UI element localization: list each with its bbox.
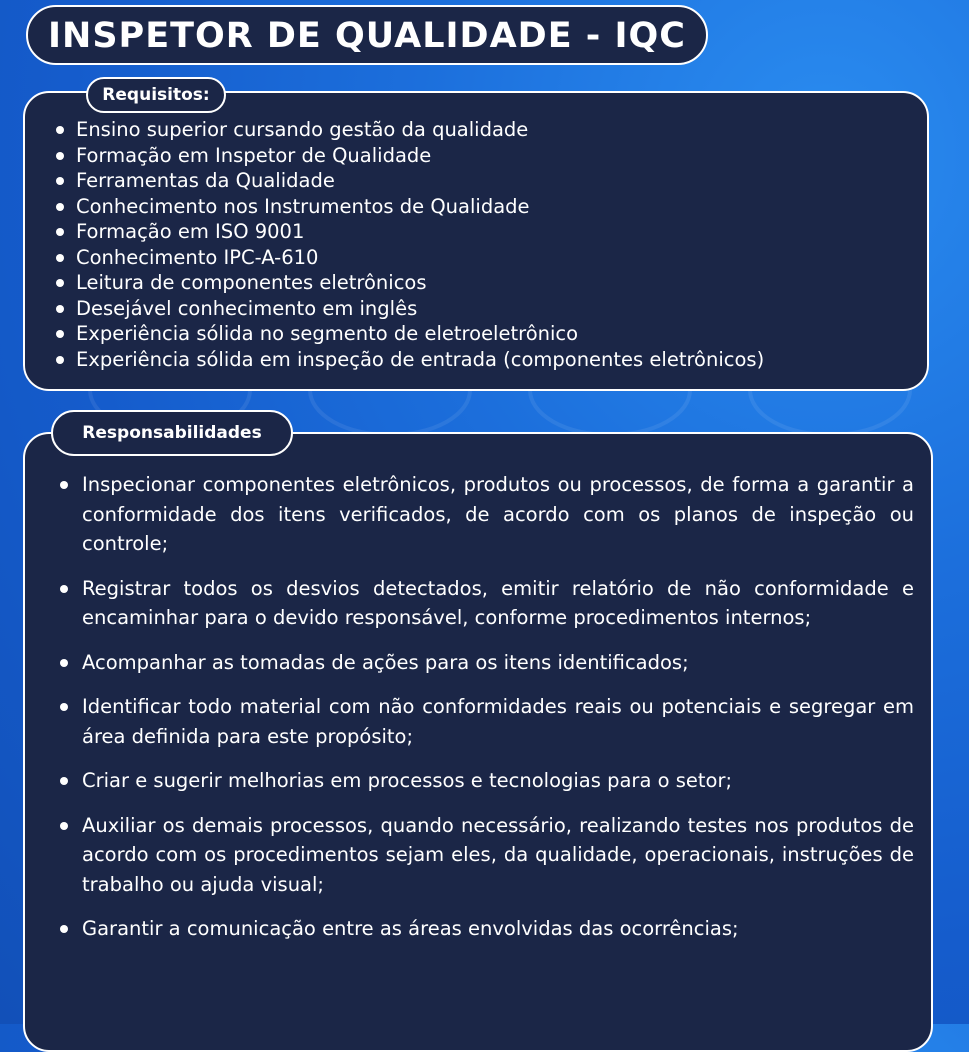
list-item: Experiência sólida em inspeção de entrada (componentes eletrônicos) bbox=[52, 347, 912, 373]
list-item: Experiência sólida no segmento de eletroeletrônico bbox=[52, 321, 912, 347]
list-item: Conhecimento IPC-A-610 bbox=[52, 245, 912, 271]
responsabilidades-list bbox=[58, 470, 914, 959]
list-item: Formação em ISO 9001 bbox=[52, 219, 912, 245]
list-item: Ensino superior cursando gestão da qualidade bbox=[52, 117, 912, 143]
list-item: Desejável conhecimento em inglês bbox=[52, 296, 912, 322]
list-item: Formação em Inspetor de Qualidade bbox=[52, 143, 912, 169]
responsabilidades-heading: Responsabilidades bbox=[51, 410, 293, 456]
list-item: Registrar todos os desvios detectados, emitir relatório de não conformidade e encaminhar para o devido responsável, conforme procedimentos internos; bbox=[58, 574, 914, 633]
list-item: Auxiliar os demais processos, quando necessário, realizando testes nos produtos de acordo com os procedimentos sejam eles, da qualidade, operacionais, instruções de trabalho ou ajuda visual; bbox=[58, 811, 914, 900]
list-item: Criar e sugerir melhorias em processos e tecnologias para o setor; bbox=[58, 766, 914, 796]
list-item: Ferramentas da Qualidade bbox=[52, 168, 912, 194]
page-title: INSPETOR DE QUALIDADE - IQC bbox=[48, 16, 686, 56]
list-item: Inspecionar componentes eletrônicos, produtos ou processos, de forma a garantir a conformidade dos itens verificados, de acordo com os planos de inspeção ou controle; bbox=[58, 470, 914, 559]
requisitos-heading: Requisitos: bbox=[86, 77, 226, 113]
list-item: Garantir a comunicação entre as áreas envolvidas das ocorrências; bbox=[58, 914, 914, 944]
list-item: Acompanhar as tomadas de ações para os itens identificados; bbox=[58, 648, 914, 678]
list-item: Conhecimento nos Instrumentos de Qualidade bbox=[52, 194, 912, 220]
requisitos-list bbox=[52, 117, 912, 372]
title-banner bbox=[26, 5, 708, 65]
list-item: Identificar todo material com não conformidades reais ou potenciais e segregar em área definida para este propósito; bbox=[58, 692, 914, 751]
list-item: Leitura de componentes eletrônicos bbox=[52, 270, 912, 296]
